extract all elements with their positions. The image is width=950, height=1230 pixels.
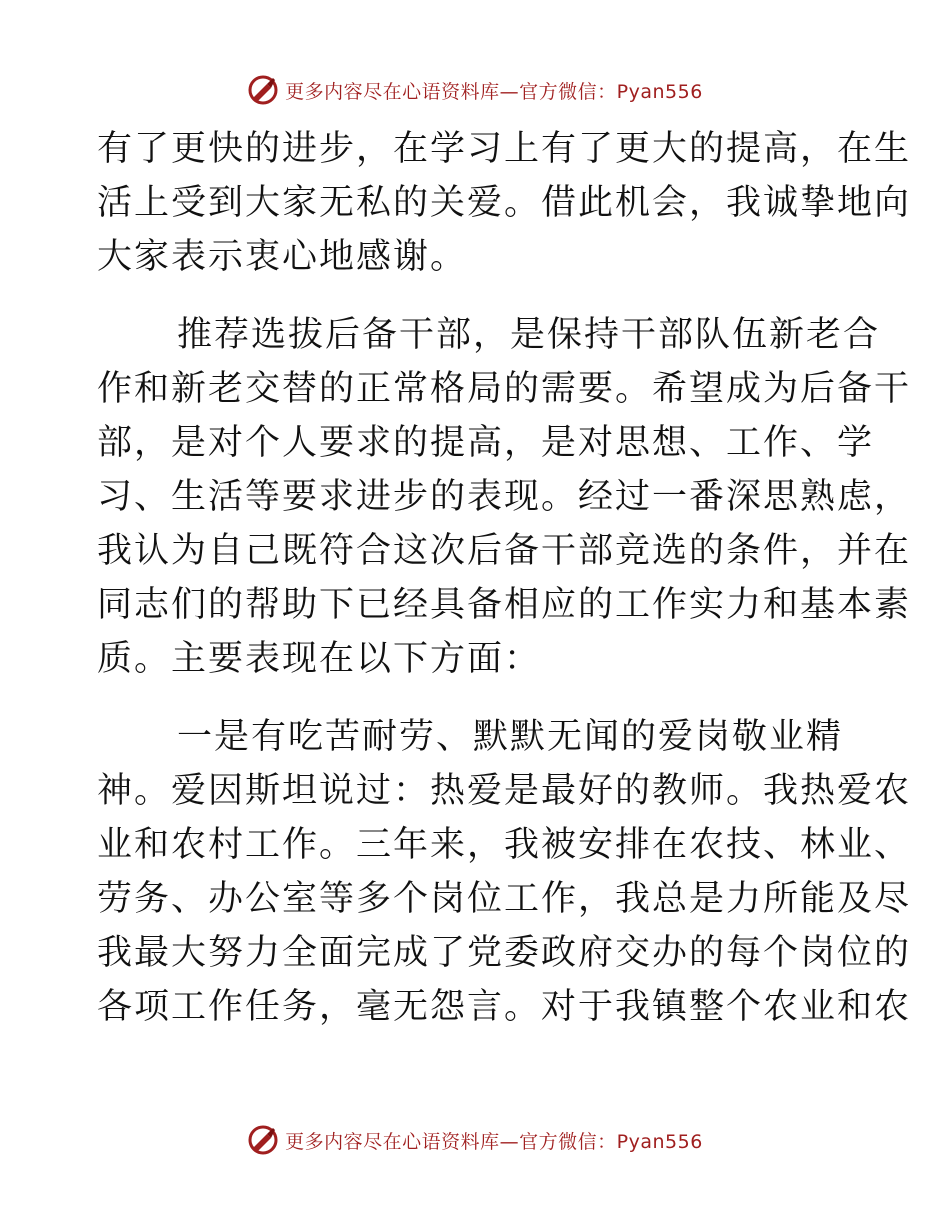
text-line: 活上受到大家无私的关爱。借此机会，我诚挚地向 (97, 183, 912, 223)
text-line: 有了更快的进步，在学习上有了更大的提高，在生 (97, 129, 912, 169)
text-line: 我认为自己既符合这次后备干部竞选的条件，并在 (97, 531, 912, 571)
text-line: 劳务、办公室等多个岗位工作，我总是力所能及尽 (97, 879, 912, 919)
pen-logo-icon (247, 1124, 279, 1156)
text-line: 业和农村工作。三年来，我被安排在农技、林业、 (97, 825, 912, 865)
text-line: 作和新老交替的正常格局的需要。希望成为后备干 (97, 369, 912, 409)
text-line: 各项工作任务，毫无怨言。对于我镇整个农业和农 (97, 987, 912, 1027)
paragraph (97, 308, 912, 686)
footer-banner-text: 更多内容尽在心语资料库—官方微信：Pyan556 (285, 1130, 703, 1153)
text-line: 一是有吃苦耐劳、默默无闻的爱岗敬业精 (177, 717, 844, 757)
header-banner (0, 70, 950, 110)
text-line: 同志们的帮助下已经具备相应的工作实力和基本素 (97, 585, 912, 625)
document-body (97, 122, 912, 1034)
footer-banner (0, 1120, 950, 1160)
text-line: 习、生活等要求进步的表现。经过一番深思熟虑， (97, 477, 912, 517)
paragraph (97, 122, 912, 284)
text-line: 质。主要表现在以下方面： (97, 639, 542, 679)
pen-logo-icon (247, 74, 279, 106)
text-line: 神。爱因斯坦说过：热爱是最好的教师。我热爱农 (97, 771, 912, 811)
text-line: 推荐选拔后备干部，是保持干部队伍新老合 (177, 315, 881, 355)
text-line: 我最大努力全面完成了党委政府交办的每个岗位的 (97, 933, 912, 973)
text-line: 部，是对个人要求的提高，是对思想、工作、学 (97, 423, 875, 463)
text-line: 大家表示衷心地感谢。 (97, 237, 468, 277)
paragraph (97, 710, 912, 1034)
header-banner-text: 更多内容尽在心语资料库—官方微信：Pyan556 (285, 80, 703, 103)
